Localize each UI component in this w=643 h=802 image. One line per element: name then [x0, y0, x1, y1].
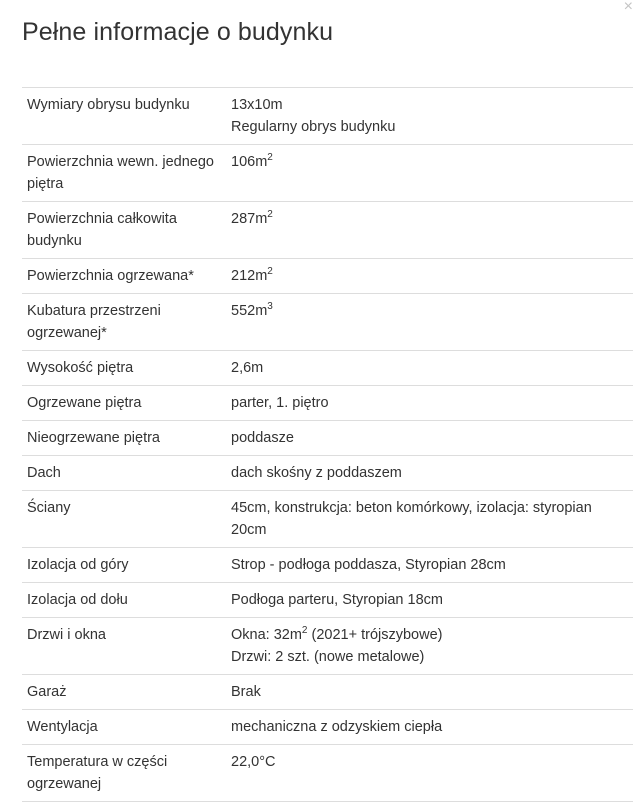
table-row — [22, 583, 633, 618]
row-label: Powierzchnia całkowita budynku — [27, 211, 177, 249]
building-info-table — [22, 87, 633, 802]
table-row — [22, 351, 633, 386]
row-value: Brak — [231, 684, 261, 700]
row-value — [226, 294, 633, 351]
row-value: 2,6m — [231, 360, 264, 376]
row-label: Ogrzewane piętra — [27, 395, 142, 411]
value-line: 13x10m — [231, 97, 283, 113]
row-label: Wymiary obrysu budynku — [27, 97, 190, 113]
unit-exponent: 2 — [267, 209, 273, 220]
row-value: Podłoga parteru, Styropian 18cm — [231, 592, 443, 608]
row-value — [226, 145, 633, 202]
row-label: Wentylacja — [27, 719, 98, 735]
row-label: Izolacja od dołu — [27, 592, 128, 608]
table-row — [22, 745, 633, 802]
value-text: 552m — [231, 303, 268, 319]
value-line: Regularny obrys budynku — [231, 119, 396, 135]
row-value: 45cm, konstrukcja: beton komórkowy, izolacja: styropian 20cm — [231, 500, 592, 538]
row-value: mechaniczna z odzyskiem ciepła — [231, 719, 443, 735]
row-label: Powierzchnia wewn. jednego piętra — [27, 154, 214, 192]
table-row — [22, 88, 633, 145]
row-label: Garaż — [27, 684, 67, 700]
table-row — [22, 386, 633, 421]
unit-exponent: 2 — [301, 625, 308, 636]
table-row — [22, 202, 633, 259]
unit-exponent: 2 — [267, 152, 273, 163]
row-label: Dach — [27, 465, 61, 481]
table-row — [22, 259, 633, 294]
row-value — [226, 259, 633, 294]
table-row — [22, 294, 633, 351]
value-line: Drzwi: 2 szt. (nowe metalowe) — [231, 649, 425, 665]
row-value: Strop - podłoga poddasza, Styropian 28cm — [231, 557, 506, 573]
table-row — [22, 618, 633, 675]
table-row — [22, 491, 633, 548]
table-row — [22, 421, 633, 456]
table-row — [22, 456, 633, 491]
value-text: 287m — [231, 211, 268, 227]
row-label: Izolacja od góry — [27, 557, 129, 573]
table-row — [22, 675, 633, 710]
row-label: Kubatura przestrzeni ogrzewanej* — [27, 303, 161, 341]
row-value: parter, 1. piętro — [231, 395, 329, 411]
row-value — [226, 618, 633, 675]
row-value: poddasze — [231, 430, 294, 446]
row-label: Wysokość piętra — [27, 360, 134, 376]
row-label: Nieogrzewane piętra — [27, 430, 160, 446]
unit-exponent: 2 — [267, 266, 273, 277]
row-label: Powierzchnia ogrzewana* — [27, 268, 194, 284]
row-value — [226, 202, 633, 259]
value-text: Okna: 32m — [231, 627, 302, 643]
row-label: Ściany — [27, 500, 71, 516]
row-label: Temperatura w części ogrzewanej — [27, 754, 168, 792]
table-row — [22, 548, 633, 583]
table-row — [22, 145, 633, 202]
row-value — [226, 88, 633, 145]
unit-exponent: 3 — [267, 301, 273, 312]
value-text: 212m — [231, 268, 268, 284]
table-row — [22, 710, 633, 745]
value-line — [231, 624, 628, 646]
close-icon[interactable]: × — [623, 0, 633, 15]
page-title: Pełne informacje o budynku — [22, 18, 334, 46]
row-value: dach skośny z poddaszem — [231, 465, 402, 481]
row-label: Drzwi i okna — [27, 627, 106, 643]
row-value: 22,0°C — [231, 754, 276, 770]
value-text: 106m — [231, 154, 268, 170]
value-text: (2021+ trójszybowe) — [307, 627, 443, 643]
